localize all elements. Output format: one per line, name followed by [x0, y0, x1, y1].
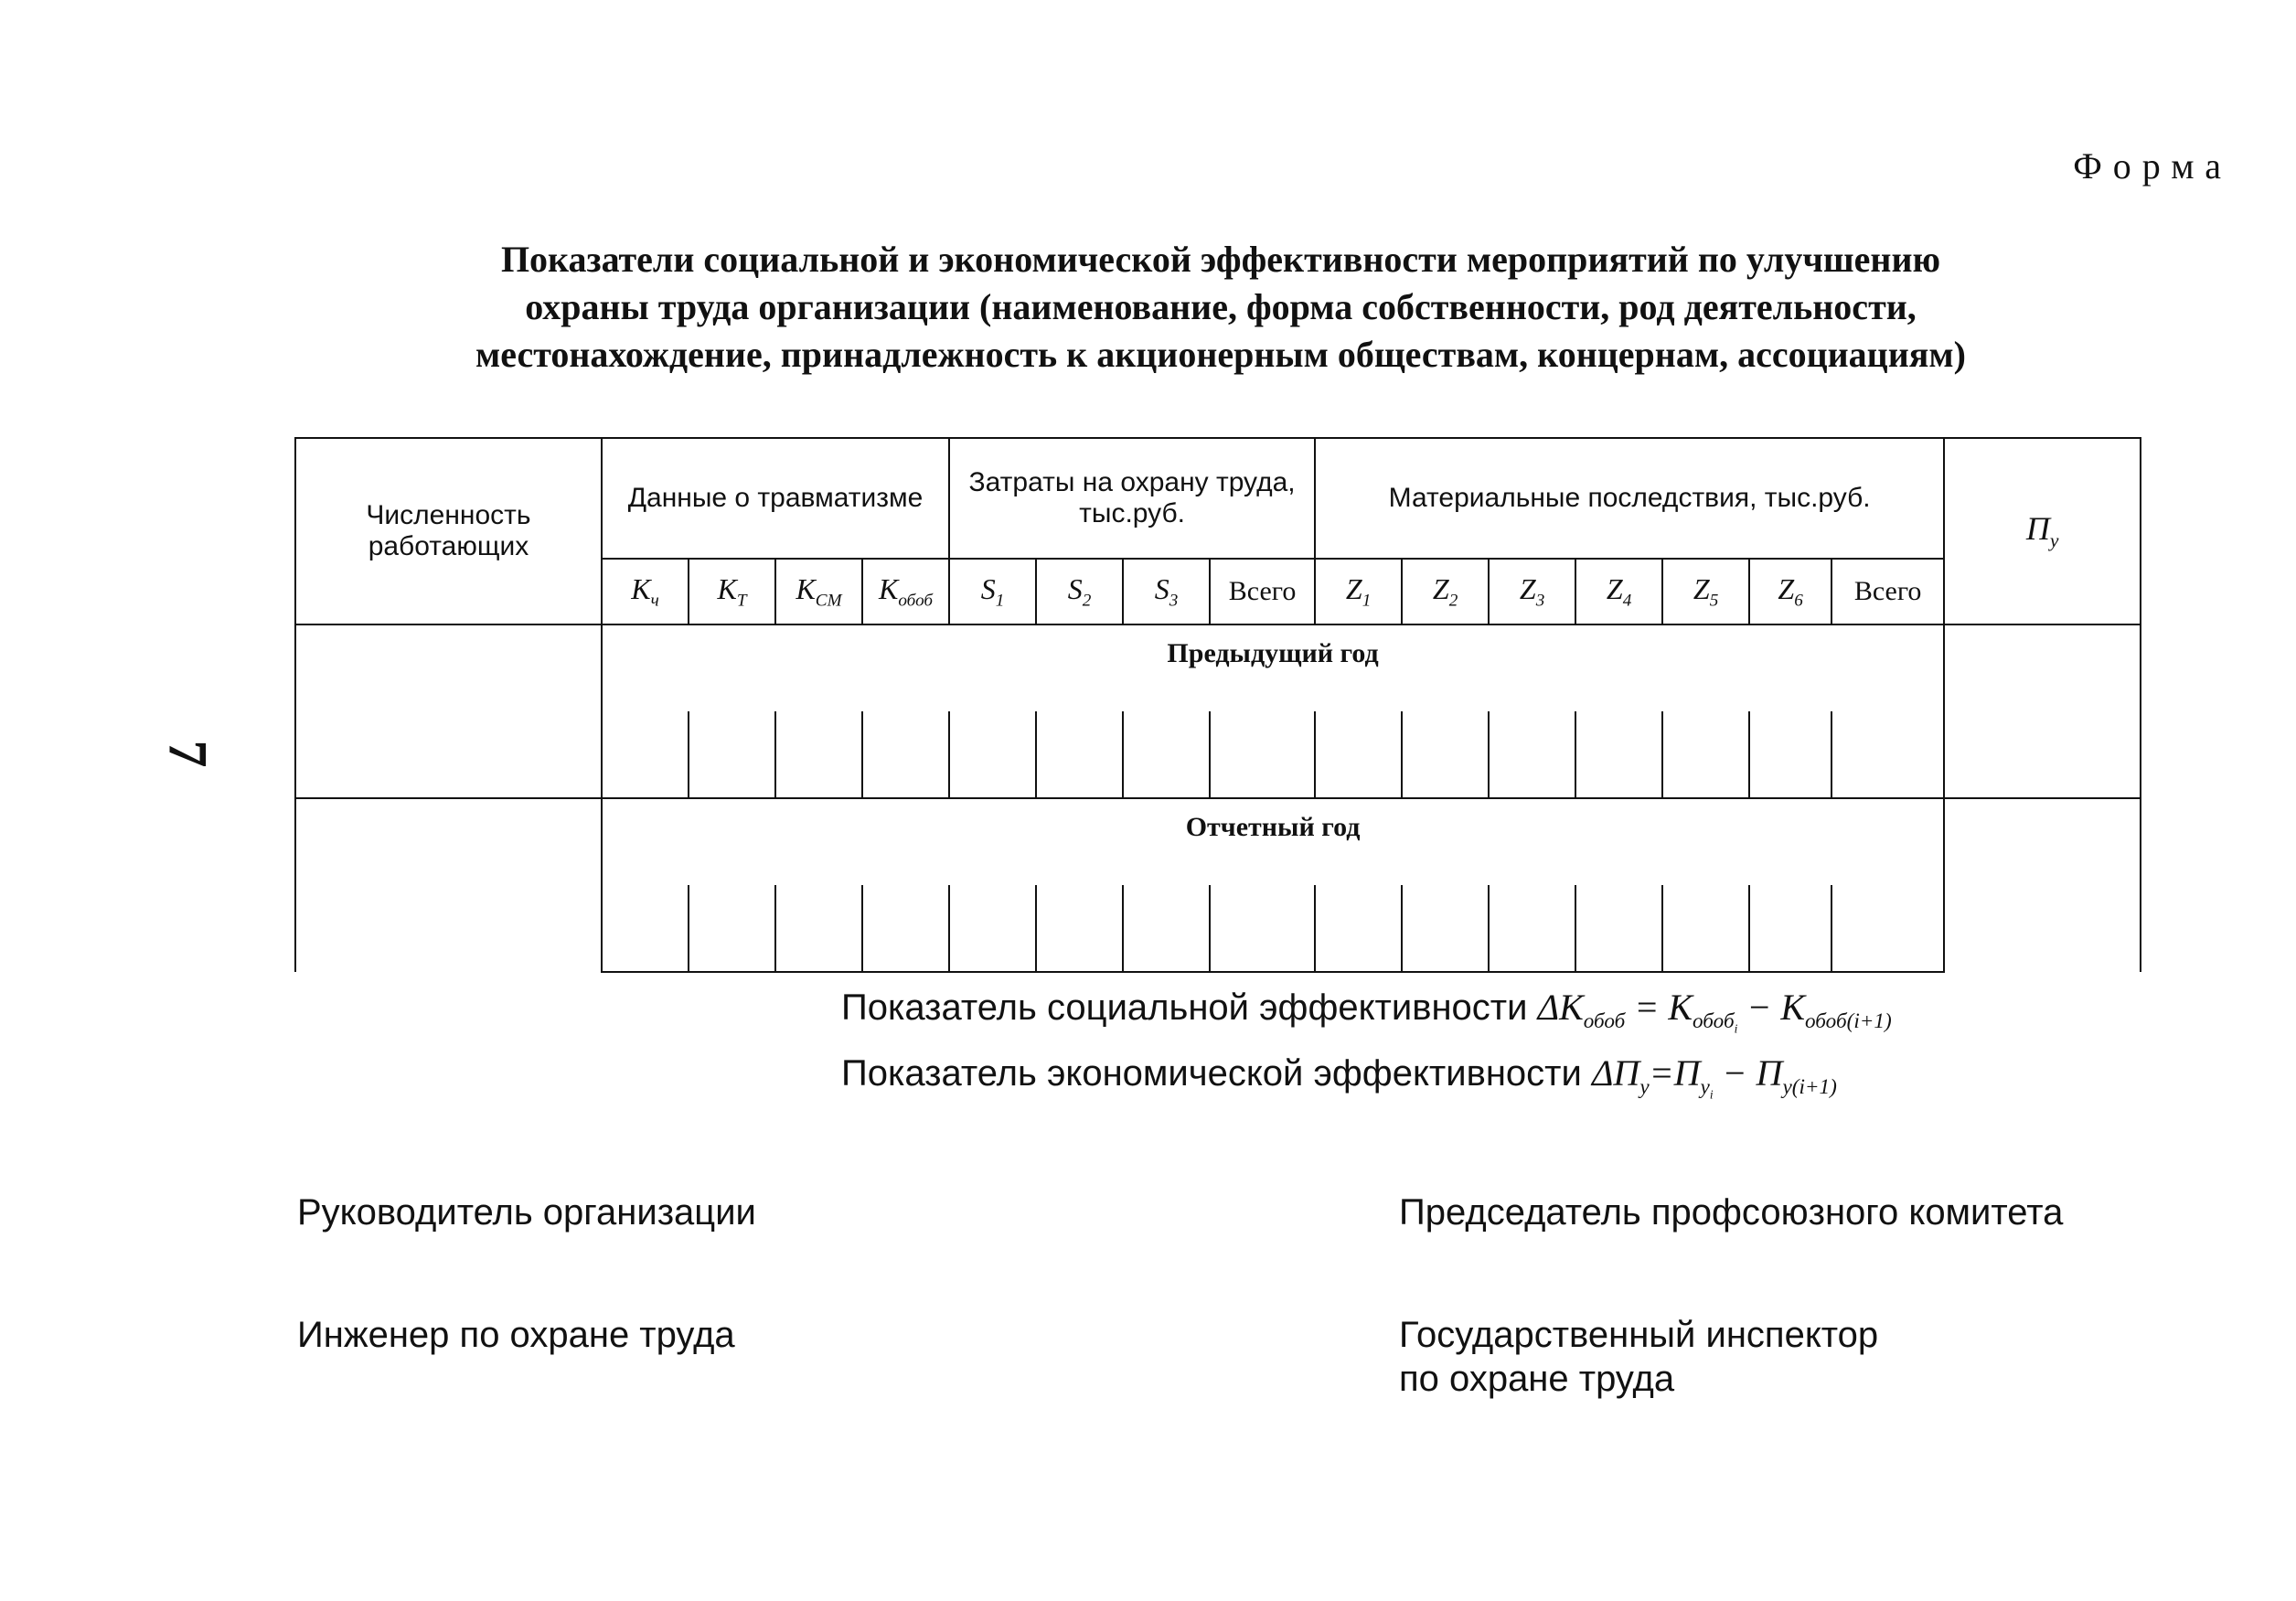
economic-efficiency-expression: $\Delta П_у=П_{у_i} - П_{у(i+1)}$: [1591, 1052, 1837, 1102]
col-z2: $Z_2$: [1402, 559, 1489, 624]
table-cell: [949, 711, 1036, 798]
col-z6: $Z_6$: [1749, 559, 1831, 624]
table-cell: [1749, 885, 1831, 972]
table-cell: [1036, 885, 1123, 972]
header-py: $П_у$: [1944, 438, 2141, 624]
header-material: Материальные последствия, тыс.руб.: [1315, 438, 1944, 559]
col-k-t: $K_T$: [689, 559, 775, 624]
signature-inspector-line-1: Государственный инспектор: [1399, 1315, 1879, 1355]
header-workers: Численность работающих: [295, 438, 602, 624]
col-z5: $Z_5$: [1662, 559, 1749, 624]
signature-head: Руководитель организации: [297, 1192, 756, 1233]
table-cell: [602, 885, 689, 972]
py-cell-reporting: [1944, 798, 2141, 972]
social-efficiency-formula: [841, 986, 1892, 1037]
table-cell: [1662, 711, 1749, 798]
col-k-cm: $K_{CM}$: [775, 559, 862, 624]
section-reporting-year: Отчетный год: [602, 798, 1944, 885]
header-costs: Затраты на охрану труда, тыс.руб.: [949, 438, 1315, 559]
col-z4: $Z_4$: [1575, 559, 1662, 624]
signature-inspector: [1399, 1313, 1878, 1401]
col-s3: $S_3$: [1123, 559, 1210, 624]
form-label: Форма: [2073, 145, 2232, 187]
social-efficiency-expression: $\Delta K_{обоб} = K_{обоб_i} - K_{обоб(i+1)}$: [1537, 987, 1892, 1036]
col-z3: $Z_3$: [1489, 559, 1575, 624]
table-cell: [689, 885, 775, 972]
signature-union: Председатель профсоюзного комитета: [1399, 1192, 2064, 1233]
col-s-total: Всего: [1210, 559, 1315, 624]
py-cell-previous: [1944, 624, 2141, 798]
table-cell: [1575, 885, 1662, 972]
table-cell: [1315, 711, 1402, 798]
title-line-1: Показатели социальной и экономической эффективности мероприятий по улучшению: [500, 239, 1941, 280]
table-cell: [1489, 885, 1575, 972]
col-z1: $Z_1$: [1315, 559, 1402, 624]
table-cell: [1123, 711, 1210, 798]
table-cell: [1749, 711, 1831, 798]
table-cell: [775, 711, 862, 798]
document-title: [302, 236, 2140, 379]
table-cell: [1831, 885, 1944, 972]
table-cell: [775, 885, 862, 972]
col-z-total: Всего: [1831, 559, 1944, 624]
col-s2: $S_2$: [1036, 559, 1123, 624]
table-cell: [1489, 711, 1575, 798]
workers-cell-previous: [295, 624, 602, 798]
title-line-3: местонахождение, принадлежность к акционерным обществам, концернам, ассоциациям): [475, 334, 1966, 375]
title-line-2: охраны труда организации (наименование, форма собственности, род деятельности,: [525, 286, 1917, 327]
section-previous-year: Предыдущий год: [602, 624, 1944, 711]
workers-cell-reporting: [295, 798, 602, 972]
table-cell: [949, 885, 1036, 972]
page-number: 7: [157, 740, 219, 768]
signature-engineer: Инженер по охране труда: [297, 1315, 735, 1355]
table-cell: [862, 885, 949, 972]
table-cell: [1402, 885, 1489, 972]
header-injury: Данные о травматизме: [602, 438, 949, 559]
indicators-table: [294, 437, 2141, 973]
table-cell: [1036, 711, 1123, 798]
table-cell: [1662, 885, 1749, 972]
table-cell: [1575, 711, 1662, 798]
table-cell: [1315, 885, 1402, 972]
table-cell: [862, 711, 949, 798]
table-cell: [602, 711, 689, 798]
col-k-obob: $K_{обоб}$: [862, 559, 949, 624]
table-cell: [1831, 711, 1944, 798]
col-k-ch: $K_ч$: [602, 559, 689, 624]
social-efficiency-label: Показатель социальной эффективности: [841, 987, 1528, 1028]
economic-efficiency-label: Показатель экономической эффективности: [841, 1053, 1582, 1094]
table-cell: [1210, 885, 1315, 972]
signature-inspector-line-2: по охране труда: [1399, 1359, 1675, 1399]
table-cell: [1123, 885, 1210, 972]
economic-efficiency-formula: [841, 1051, 1837, 1103]
table-cell: [1210, 711, 1315, 798]
table-cell: [1402, 711, 1489, 798]
col-s1: $S_1$: [949, 559, 1036, 624]
table-cell: [689, 711, 775, 798]
